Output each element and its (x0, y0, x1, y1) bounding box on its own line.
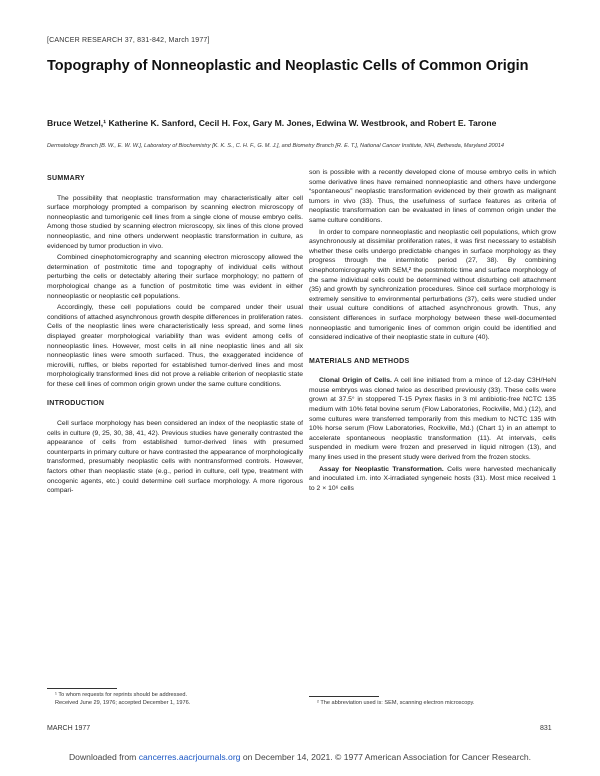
methods-paragraph-text: Cells were harvested mechanically and inoculated i.m. into X-irradiated syngeneic hosts (31). Most mice received 1 to 2 × 10⁶ cells (309, 465, 556, 492)
footnote-rule (309, 696, 379, 697)
footnote-received: Received June 29, 1976; accepted December 1, 1976. (55, 700, 191, 706)
methods-paragraph (309, 376, 556, 462)
methods-runin-heading: Clonal Origin of Cells. (319, 377, 392, 385)
introduction-paragraph: Cell surface morphology has been considered an index of the neoplastic state of cells in culture (9, 25, 30, 38, 41, 42). Previous studies have generally contrasted the appearance of cells from established tumor-derived lines with presumed counterparts in primary culture or have contrasted the appearance of morphologically transformed, presumably neoplastic cells with nontransformed controls. However, factors other than neoplastic state (e.g., period in culture, cell type, treatment with oncogenic agents, etc.) could determine cell surface morphology. A more rigorous compari- (47, 420, 303, 495)
footer-date: MARCH 1977 (47, 725, 91, 732)
methods-paragraph (309, 465, 556, 494)
author-affiliation: Dermatology Branch [B. W., E. W. W.], Laboratory of Biochemistry [K. K. S., C. H. F., G. M. J.], and Biometry Branch [R. E. T.], National Cancer Institute, NIH, Bethesda, Maryland 20014 (47, 143, 504, 149)
left-column (47, 168, 303, 498)
footnote-rule (47, 688, 117, 689)
summary-paragraph: Accordingly, these cell populations could be compared under their usual conditions of attached asynchronous growth despite differences in proliferation rates. Cells of the neoplastic lines were characteristically less spread, and some lines displayed greater morphological variability than was evident among cells of nonneoplastic lines. However, most cells in all nine neoplastic lines and all six nonneoplastic lines were smooth surfaced. Thus, the exaggerated incidence of microvilli, ruffles, or blebs reported for established tumor-derived lines and most morphologically transformed lines did not prove a reliable criterion of neoplastic state for these cell lines of common origin grown under the same culture conditions. (47, 304, 303, 388)
introduction-heading: INTRODUCTION (47, 400, 105, 408)
download-suffix: on December 14, 2021. © 1977 American Association for Cancer Research. (240, 752, 532, 762)
download-prefix: Downloaded from (68, 752, 139, 762)
introduction-paragraph: In order to compare nonneoplastic and neoplastic cell populations, which grow asynchronously at dissimilar proliferation rates, it was first necessary to establish whether these cells undergo predictable changes in surface morphology as they progress through the intermitotic period (27, 38). By combining cinephotomicrography with SEM,² the postmitotic time and surface morphology of the same individual cells could be determined without disturbing cell attachment (35) and growth by synchronization procedures. Since cell surface morphology is extremely sensitive to environmental perturbations (37), cells were studied under their usual culture conditions of attached asynchronous growth. Thus, any consistent differences in surface morphology between these well-documented nonneoplastic and tumorigenic lines of common origin could be identified and considered indicative of their neoplastic state in culture (40). (309, 228, 556, 342)
methods-heading: MATERIALS AND METHODS (309, 357, 410, 365)
download-notice (60, 752, 540, 762)
article-title: Topography of Nonneoplastic and Neoplastic Cells of Common Origin (47, 58, 529, 74)
right-column (309, 168, 556, 495)
summary-paragraph: The possibility that neoplastic transformation may characteristically alter cell surface morphology prompted a comparison by scanning electron microscopy of nonneoplastic and tumorigenic cell lines from a single clone of mouse embryo cells. Among those studied by scanning electron microscopy, six lines of this clone proved nonneoplastic, and nine others underwent neoplastic transformation in culture, as evidenced by tumor production in vivo. (47, 194, 303, 250)
author-list: Bruce Wetzel,¹ Katherine K. Sanford, Cecil H. Fox, Gary M. Jones, Edwina W. Westbrook, and Robert E. Tarone (47, 118, 497, 128)
summary-heading: SUMMARY (47, 175, 86, 182)
page-number: 831 (540, 725, 552, 732)
methods-paragraph-text: A cell line initiated from a mince of 12-day C3H/HeN mouse embryos was cloned twice as described previously (33). These cells were grown at 37.5° in stoppered T-15 Pyrex flasks in 3 ml antibiotic-free NCTC 135 medium with 10% fetal bovine serum (Flow Laboratories, Rockville, Md.) (12), and some cultures were transferred temporarily from this medium to NCTC 135 with 10% horse serum (Flow Laboratories, Rockville, Md.) (Chart 1) in an attempt to accelerate spontaneous neoplastic transformation (11). At intervals, cells suspended in medium were frozen and preserved in liquid nitrogen (13), and many lines used in the present study were derived from the frozen stocks. (309, 377, 557, 462)
introduction-paragraph: son is possible with a recently developed clone of mouse embryo cells in which some derivative lines have remained nonneoplastic and others have undergone “spontaneous” neoplastic transformation evidenced by their growth as malignant tumors in vivo (33). Thus, the usefulness of surface features as criteria of neoplastic transformation can be evaluated in lines of common origin under the same culture conditions. (309, 169, 556, 224)
journal-header: [CANCER RESEARCH 37, 831-842, March 1977] (47, 37, 210, 44)
footnote-reprints: ¹ To whom requests for reprints should be addressed. (55, 692, 188, 698)
methods-runin-heading: Assay for Neoplastic Transformation. (319, 465, 444, 473)
download-link[interactable]: cancerres.aacrjournals.org (138, 752, 241, 762)
footnote-abbreviation: ² The abbreviation used is: SEM, scanning electron microscopy. (317, 700, 475, 706)
summary-paragraph: Combined cinephotomicrography and scanning electron microscopy allowed the determination of postmitotic time and topography of individual cells without perturbing the cells or detectably altering their surface morphology; no pattern of morphological change as a function of postmitotic time was evident in either nonneoplastic or neoplastic cell populations. (47, 254, 303, 300)
